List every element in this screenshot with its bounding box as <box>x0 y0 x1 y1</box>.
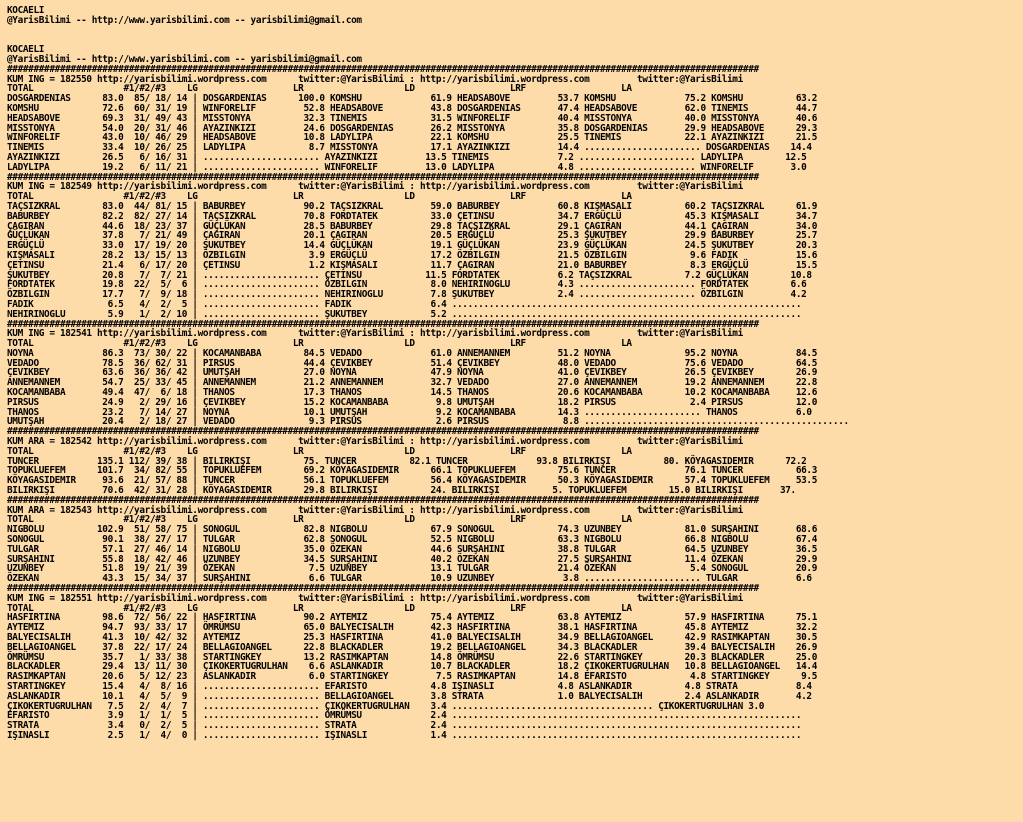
table-row: AYAZINKIZI 26.5 6/ 16/ 31 | ...................... AYAZINKIZI 13.5 TINEMIS 7.2 ...................... LADYLIPA 12.5 <box>7 151 807 163</box>
table-row: WINFORELIF 43.0 10/ 46/ 29 | HEADSABOVE 10.8 LADYLIPA 22.1 KOMSHU 25.5 TINEMIS 22.1 AYAZINKIZI 21.5 <box>7 132 818 144</box>
table-row: UZUNBEY 51.8 19/ 21/ 39 | ÖZEKAN 7.5 UZUNBEY 13.1 TULGAR 21.4 ÖZEKAN 5.4 SONOGUL 20.9 <box>7 563 818 575</box>
table-row: UMUTŞAH 20.4 2/ 18/ 27 | VEDADO 9.3 PIRSUS 2.6 PIRSUS 8.8 .................................................. <box>7 416 849 428</box>
separator-line: ############################################################################################################################################## <box>7 63 759 75</box>
table-row: HEADSABOVE 69.3 31/ 49/ 43 | MISSTONYA 32.3 TINEMIS 31.5 WINFORELIF 40.4 MISSTONYA 40.0 MISSTONYA 40.6 <box>7 112 818 124</box>
race-block <box>7 584 849 741</box>
table-row: HASFIRTINA 98.6 72/ 56/ 22 | HASFIRTINA 90.2 AYTEMIZ 75.4 AYTEMIZ 63.8 AYTEMIZ 57.9 HASFIRTINA 75.1 <box>7 612 818 624</box>
table-row: GÜÇLÜKAN 37.8 7/ 21/ 49 | ÇAGIRAN 20.1 ÇAGIRAN 20.5 ERGÜÇLÜ 25.3 ŞUKUTBEY 29.9 BABURBEY 25.7 <box>7 230 818 242</box>
header-second <box>7 45 849 65</box>
table-row: KÖYAGASIDEMIR 93.6 21/ 57/ 88 | TUNCER 56.1 TOPUKLUEFEM 56.4 KÖYAGASIDEMIR 50.3 KÖYAGASIDEMIR 57.4 TOPUKLUEFEM 53.5 <box>7 475 818 487</box>
table-row: DOSGARDENIAS 83.0 85/ 18/ 14 | DOSGARDENIAS 100.0 KOMSHU 61.9 HEADSABOVE 53.7 KOMSHU 75.2 KOMSHU 63.2 <box>7 93 818 105</box>
race-block <box>7 320 849 428</box>
table-row: BLACKADLER 29.4 13/ 11/ 30 | ÇIKOKERTUGRULHAN 6.6 ASLANKADIR 10.7 BLACKADLER 18.2 ÇIKOKERTUGRULHAN 10.8 BELLAGIOANGEL 14.4 <box>7 661 818 673</box>
column-header: TOTAL #1/#2/#3 LG LR LD LRF LA <box>7 514 632 526</box>
table-row: STRATA 3.4 0/ 2/ 5 | ...................... STRATA 2.4 .................................................................. <box>7 720 802 732</box>
table-row: ÖZEKAN 43.3 15/ 34/ 37 | SURŞAHINI 6.6 TULGAR 10.9 UZUNBEY 3.8 ...................... TULGAR 6.6 <box>7 573 812 585</box>
table-row: FADIK 6.5 4/ 2/ 5 | ...................... FADIK 6.4 .................................................................. <box>7 298 802 310</box>
column-header: TOTAL #1/#2/#3 LG LR LD LRF LA <box>7 191 632 203</box>
header-city: KOCAELI <box>7 5 45 16</box>
race-report-document <box>7 6 849 741</box>
table-row: ÖMRÜMSU 35.7 1/ 33/ 38 | STARTINGKEY 13.2 RASIMKAPTAN 14.8 ÖMRÜMSU 22.6 STARTINGKEY 20.3 BLACKADLER 25.0 <box>7 651 818 663</box>
race-header: KUM ING = 182550 http://yarisbilimi.wordpress.com twitter:@YarisBilimi : http://yarisbilimi.wordpress.com twitter:@YarisBilimi <box>7 73 743 85</box>
table-row: MISSTONYA 54.0 20/ 31/ 46 | AYAZINKIZI 24.6 DOSGARDENIAS 26.2 MISSTONYA 35.8 DOSGARDENIAS 29.9 HEADSABOVE 29.3 <box>7 122 818 134</box>
table-row: ANNEMANNEM 54.7 25/ 33/ 45 | ANNEMANNEM 21.2 ANNEMANNEM 32.7 VEDADO 27.0 ANNEMANNEM 19.2 ANNEMANNEM 22.8 <box>7 377 818 389</box>
table-row: ASLANKADIR 10.1 4/ 5/ 9 | ...................... BELLAGIOANGEL 3.8 STRATA 1.0 BALYECISALIH 2.4 ASLANKADIR 4.2 <box>7 690 812 702</box>
separator-line: ############################################################################################################################################## <box>7 171 759 183</box>
race-block <box>7 427 849 496</box>
table-row: KOCAMANBABA 49.4 47/ 6/ 18 | THANOS 17.3 THANOS 14.5 THANOS 20.6 KOCAMANBABA 10.2 KOCAMANBABA 12.6 <box>7 387 818 399</box>
race-block <box>7 496 849 584</box>
table-row: TOPUKLUEFEM 101.7 34/ 82/ 55 | TOPUKLUEFEM 69.2 KÖYAGASIDEMIR 66.1 TOPUKLUEFEM 75.6 TUNCER 76.1 TUNCER 66.3 <box>7 465 818 477</box>
table-row: THANOS 23.2 7/ 14/ 27 | NOYNA 10.1 UMUTŞAH 9.2 KOCAMANBABA 14.3 ...................... THANOS 6.0 <box>7 406 812 418</box>
race-header: KUM ING = 182551 http://yarisbilimi.wordpress.com twitter:@YarisBilimi : http://yarisbilimi.wordpress.com twitter:@YarisBilimi <box>7 592 743 604</box>
column-header: TOTAL #1/#2/#3 LG LR LD LRF LA <box>7 338 632 350</box>
table-row: ÇEVIKBEY 63.6 36/ 36/ 42 | UMUTŞAH 27.0 NOYNA 47.9 NOYNA 41.0 ÇEVIKBEY 26.5 ÇEVIKBEY 26.9 <box>7 367 818 379</box>
table-row: BELLAGIOANGEL 37.8 22/ 17/ 24 | BELLAGIOANGEL 22.8 BLACKADLER 19.2 BELLAGIOANGEL 34.3 BLACKADLER 39.4 BALYECISALIH 26.9 <box>7 641 818 653</box>
table-row: FORDTATEK 19.8 22/ 5/ 6 | ...................... ÖZBILGIN 8.0 NEHIRINOGLU 4.3 ...................... FORDTATEK 6.6 <box>7 279 807 291</box>
table-row: TINEMIS 33.4 10/ 26/ 25 | LADYLIPA 8.7 MISSTONYA 17.1 AYAZINKIZI 14.4 ...................... DOSGARDENIAS 14.4 <box>7 142 812 154</box>
table-row: ÖZBILGIN 17.7 7/ 9/ 18 | ...................... NEHIRINOGLU 7.8 ŞUKUTBEY 2.4 ...................... ÖZBILGIN 4.2 <box>7 289 807 301</box>
column-header: TOTAL #1/#2/#3 LG LR LD LRF LA <box>7 445 632 457</box>
header-contact: @YarisBilimi -- http://www.yarisbilimi.com -- yarisbilimi@gmail.com <box>7 53 362 65</box>
table-row: IŞINASLI 2.5 1/ 4/ 0 | ...................... IŞINASLI 1.4 .................................................................. <box>7 729 802 741</box>
table-row: VEDADO 78.5 36/ 62/ 31 | PIRSUS 44.4 ÇEVIKBEY 51.4 ÇEVIKBEY 48.0 VEDADO 75.6 VEDADO 64.5 <box>7 357 818 369</box>
table-row: NEHIRINOGLU 5.9 1/ 2/ 10 | ...................... ŞUKUTBEY 5.2 .................................................................. <box>7 308 802 320</box>
race-header: KUM ARA = 182542 http://yarisbilimi.wordpress.com twitter:@YarisBilimi : http://yarisbilimi.wordpress.com twitter:@YarisBilimi <box>7 436 743 448</box>
column-header: TOTAL #1/#2/#3 LG LR LD LRF LA <box>7 83 632 95</box>
header-contact: @YarisBilimi -- http://www.yarisbilimi.com -- yarisbilimi@gmail.com <box>7 14 362 26</box>
table-row: RASIMKAPTAN 20.6 5/ 12/ 23 | ASLANKADIR 6.0 STARTINGKEY 7.5 RASIMKAPTAN 14.8 EFARISTO 4.8 STARTINGKEY 9.5 <box>7 671 818 683</box>
table-row: STARTINGKEY 15.4 4/ 8/ 16 | ...................... EFARISTO 4.8 IŞINASLI 4.8 ASLANKADIR 4.8 STRATA 8.4 <box>7 680 812 692</box>
table-row: TULGAR 57.1 27/ 46/ 14 | NIGBOLU 35.0 ÖZEKAN 44.6 SURŞAHINI 38.8 TULGAR 64.5 UZUNBEY 36.5 <box>7 543 818 555</box>
table-row: NIGBOLU 102.9 51/ 58/ 75 | SONOGUL 82.8 NIGBOLU 67.9 SONOGUL 74.3 UZUNBEY 81.0 SURŞAHINI 68.6 <box>7 524 818 536</box>
table-row: BILIRKIŞI 70.6 42/ 31/ 28 | KÖYAGASIDEMIR 29.8 BILIRKIŞI 24. BILIRKIŞI 5. TOPUKLUEFEM 15.0 BILIRKIŞI 37. <box>7 485 796 497</box>
table-row: BABURBEY 82.2 82/ 27/ 14 | TAÇSIZKRAL 70.8 FORDTATEK 33.0 ÇETINSU 34.7 ERGÜÇLÜ 45.3 KIŞMASALI 34.7 <box>7 210 818 222</box>
table-row: BALYECISALIH 41.3 10/ 42/ 32 | AYTEMIZ 25.3 HASFIRTINA 41.0 BALYECISALIH 34.9 BELLAGIOANGEL 42.9 RASIMKAPTAN 30.5 <box>7 632 818 643</box>
table-row: ERGÜÇLÜ 33.0 17/ 19/ 20 | ŞUKUTBEY 14.4 GÜÇLÜKAN 19.1 GÜÇLÜKAN 23.9 GÜÇLÜKAN 24.5 ŞUKUTBEY 20.3 <box>7 240 818 252</box>
table-row: ÇETINSU 21.4 6/ 17/ 20 | ÇETINSU 1.2 KIŞMASALI 11.7 ÇAGIRAN 21.0 BABURBEY 8.3 ERGÜÇLÜ 15.5 <box>7 259 818 271</box>
header-city: KOCAELI <box>7 44 45 56</box>
race-blocks <box>7 65 849 741</box>
table-row: KIŞMASALI 28.2 13/ 15/ 13 | ÖZBILGIN 3.9 ERGÜÇLÜ 17.2 ÖZBILGIN 21.5 ÖZBILGIN 9.6 FADIK 15.6 <box>7 249 818 261</box>
separator-line: ############################################################################################################################################## <box>7 318 759 330</box>
table-row: EFARISTO 3.9 1/ 1/ 5 | ...................... ÖMRÜMSU 2.4 .................................................................. <box>7 710 802 722</box>
table-row: TAÇSIZKRAL 83.0 44/ 81/ 15 | BABURBEY 90.2 TAÇSIZKRAL 59.0 BABURBEY 60.8 KIŞMASALI 60.2 TAÇSIZKRAL 61.9 <box>7 200 818 212</box>
table-row: SURŞAHINI 55.8 18/ 42/ 46 | UZUNBEY 34.5 SURŞAHINI 40.2 ÖZEKAN 27.5 SURŞAHINI 11.4 ÖZEKAN 29.9 <box>7 553 818 565</box>
table-row: SONOGUL 90.1 38/ 27/ 17 | TULGAR 62.8 SONOGUL 52.5 NIGBOLU 63.3 NIGBOLU 66.8 NIGBOLU 67.4 <box>7 534 818 546</box>
header-first <box>7 6 849 26</box>
table-row: NOYNA 86.3 73/ 30/ 22 | KOCAMANBABA 84.5 VEDADO 61.0 ANNEMANNEM 51.2 NOYNA 95.2 NOYNA 84.5 <box>7 347 818 359</box>
table-row: ŞUKUTBEY 20.8 7/ 7/ 21 | ...................... ÇETINSU 11.5 FORDTATEK 6.2 TAÇSIZKRAL 7.2 GÜÇLÜKAN 10.8 <box>7 269 812 281</box>
race-header: KUM ARA = 182543 http://yarisbilimi.wordpress.com twitter:@YarisBilimi : http://yarisbilimi.wordpress.com twitter:@YarisBilimi <box>7 504 743 516</box>
race-block <box>7 65 849 173</box>
table-row: PIRSUS 24.9 2/ 29/ 16 | ÇEVIKBEY 15.2 KOCAMANBABA 9.8 UMUTŞAH 18.2 PIRSUS 2.4 PIRSUS 12.0 <box>7 396 818 408</box>
separator-line: ############################################################################################################################################## <box>7 494 759 506</box>
race-header: KUM ING = 182541 http://yarisbilimi.wordpress.com twitter:@YarisBilimi : http://yarisbilimi.wordpress.com twitter:@YarisBilimi <box>7 328 743 340</box>
race-block <box>7 173 849 320</box>
table-row: ÇAGIRAN 44.6 18/ 23/ 37 | GÜÇLÜKAN 28.5 BABURBEY 29.8 TAÇSIZKRAL 29.1 ÇAGIRAN 44.1 ÇAGIRAN 34.0 <box>7 220 818 232</box>
race-header: KUM ING = 182549 http://yarisbilimi.wordpress.com twitter:@YarisBilimi : http://yarisbilimi.wordpress.com twitter:@YarisBilimi <box>7 181 743 193</box>
table-row: KOMSHU 72.6 60/ 31/ 19 | WINFORELIF 52.8 HEADSABOVE 43.8 DOSGARDENIAS 47.4 HEADSABOVE 62.0 TINEMIS 44.7 <box>7 102 818 114</box>
separator-line: ############################################################################################################################################## <box>7 426 759 438</box>
table-row: TUNCER 135.1 112/ 39/ 38 | BILIRKIŞI 75. TUNCER 82.1 TUNCER 93.8 BILIRKIŞI 80. KÖYAGASIDEMIR 72.2 <box>7 455 807 467</box>
table-row: LADYLIPA 19.2 6/ 11/ 21 | ...................... WINFORELIF 13.0 LADYLIPA 4.8 ...................... WINFORELIF 3.0 <box>7 161 807 173</box>
table-row: AYTEMIZ 94.7 93/ 33/ 17 | ÖMRÜMSU 65.0 BALYECISALIH 42.3 HASFIRTINA 38.1 HASFIRTINA 45.8 AYTEMIZ 32.2 <box>7 622 818 634</box>
column-header: TOTAL #1/#2/#3 LG LR LD LRF LA <box>7 602 632 614</box>
separator-line: ############################################################################################################################################## <box>7 583 759 595</box>
table-row: ÇIKOKERTUGRULHAN 7.5 2/ 4/ 7 | ...................... ÇIKOKERTUGRULHAN 3.4 ...................................... ÇIKOKERTUGRULHAN 3.0 <box>7 700 765 712</box>
